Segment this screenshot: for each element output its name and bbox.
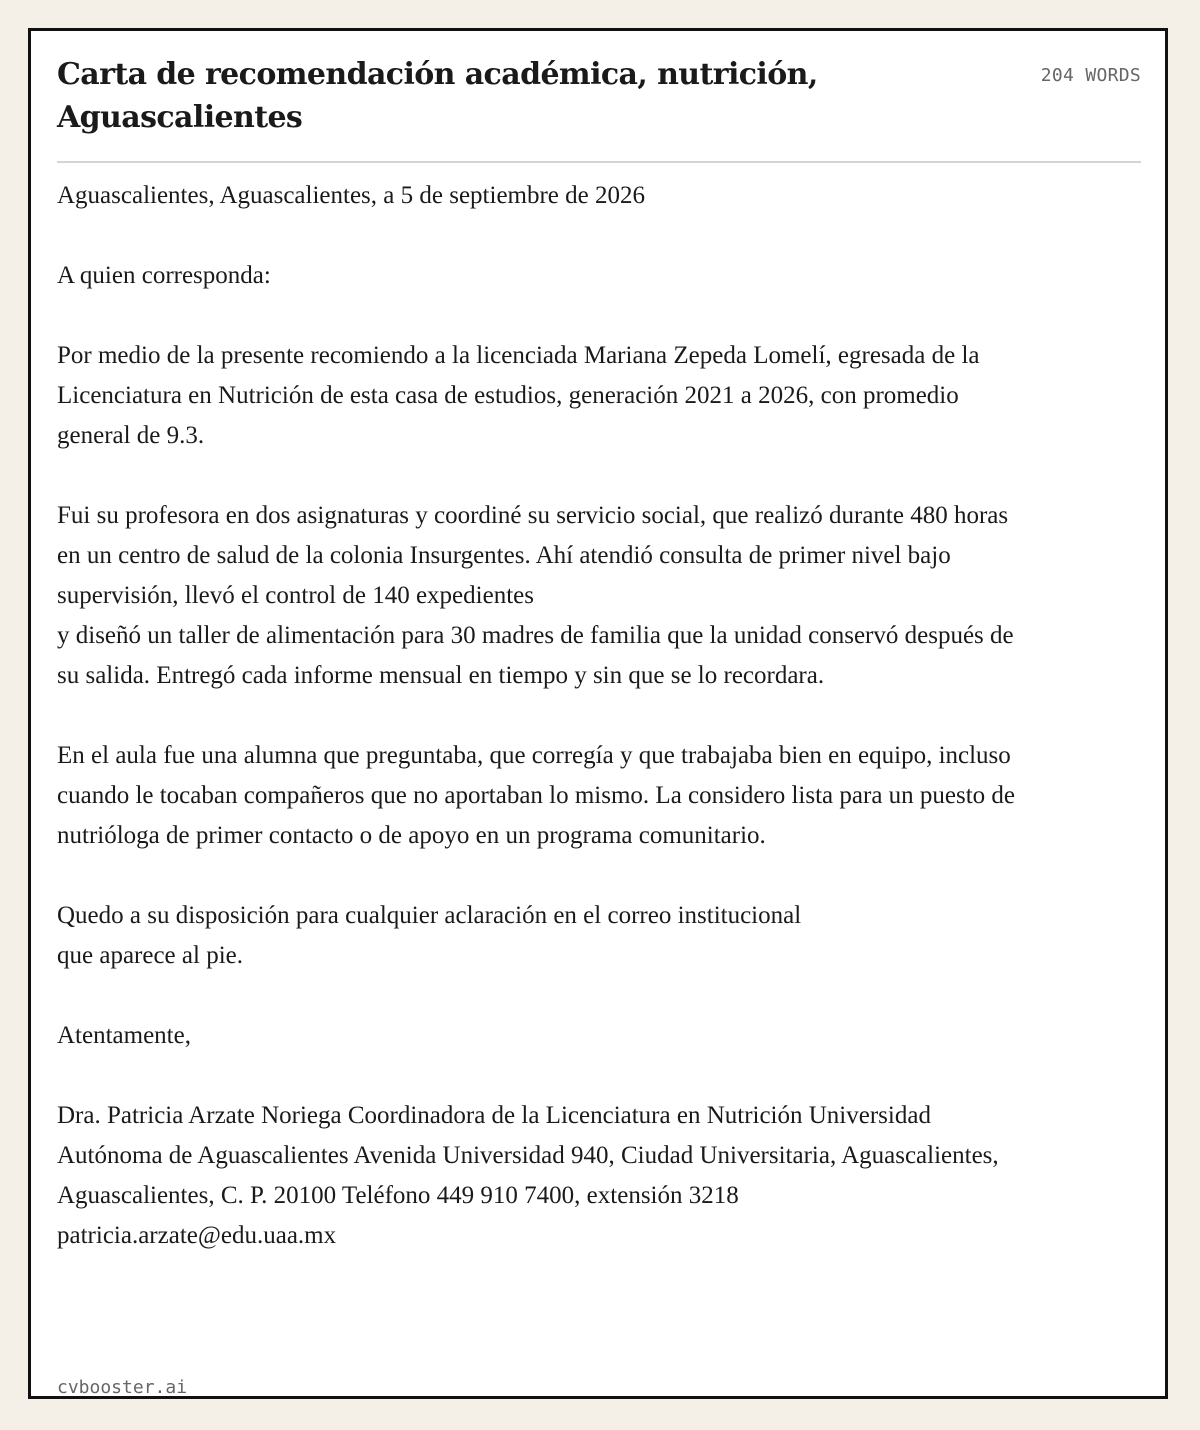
letter-paragraph: Fui su profesora en dos asignaturas y coordiné su servicio social, que realizó durante 480 horas en un centro de salud de la colonia Insurgentes. Ahí atendió consulta de primer nivel bajo supervisión, llevó el control de 140 expedientes y diseñó un taller de alimentación para 30 madres de familia que la unidad conservó después de su salida. Entregó cada informe mensual en tiempo y sin que se lo recordara. bbox=[57, 502, 1014, 689]
page-title: Carta de recomendación académica, nutrición, Aguascalientes bbox=[57, 57, 818, 135]
letter-salutation: A quien corresponda: bbox=[57, 262, 271, 289]
letter-signature: Dra. Patricia Arzate Noriega Coordinadora de la Licenciatura en Nutrición Universidad Autónoma de Aguascalientes Avenida Universidad 940, Ciudad Universitaria, Aguascalientes, Aguascalientes, C. P. 20100 Teléfono 449 910 7400, extensión 3218 patricia.arzate@edu.uaa.mx bbox=[57, 1102, 999, 1249]
word-count-badge: 204 WORDS bbox=[1040, 65, 1141, 86]
letter-card bbox=[28, 28, 1168, 1399]
letter-header bbox=[57, 53, 1141, 163]
letter-paragraph: En el aula fue una alumna que preguntaba, que corregía y que trabajaba bien en equipo, incluso cuando le tocaban compañeros que no aportaban lo mismo. La considero lista para un puesto de nutrióloga de primer contacto o de apoyo en un programa comunitario. bbox=[57, 742, 1016, 849]
letter-paragraph: Por medio de la presente recomiendo a la licenciada Mariana Zepeda Lomelí, egresada de la Licenciatura en Nutrición de esta casa de estudios, generación 2021 a 2026, con promedio general de 9.3. bbox=[57, 342, 980, 449]
footer-brand: cvbooster.ai bbox=[57, 1377, 188, 1398]
letter-body bbox=[57, 176, 1022, 1296]
letter-paragraph: Quedo a su disposición para cualquier aclaración en el correo institucional que aparece al pie. bbox=[57, 902, 802, 969]
letter-closing: Atentamente, bbox=[57, 1022, 191, 1049]
letter-place-date: Aguascalientes, Aguascalientes, a 5 de septiembre de 2026 bbox=[57, 182, 646, 209]
